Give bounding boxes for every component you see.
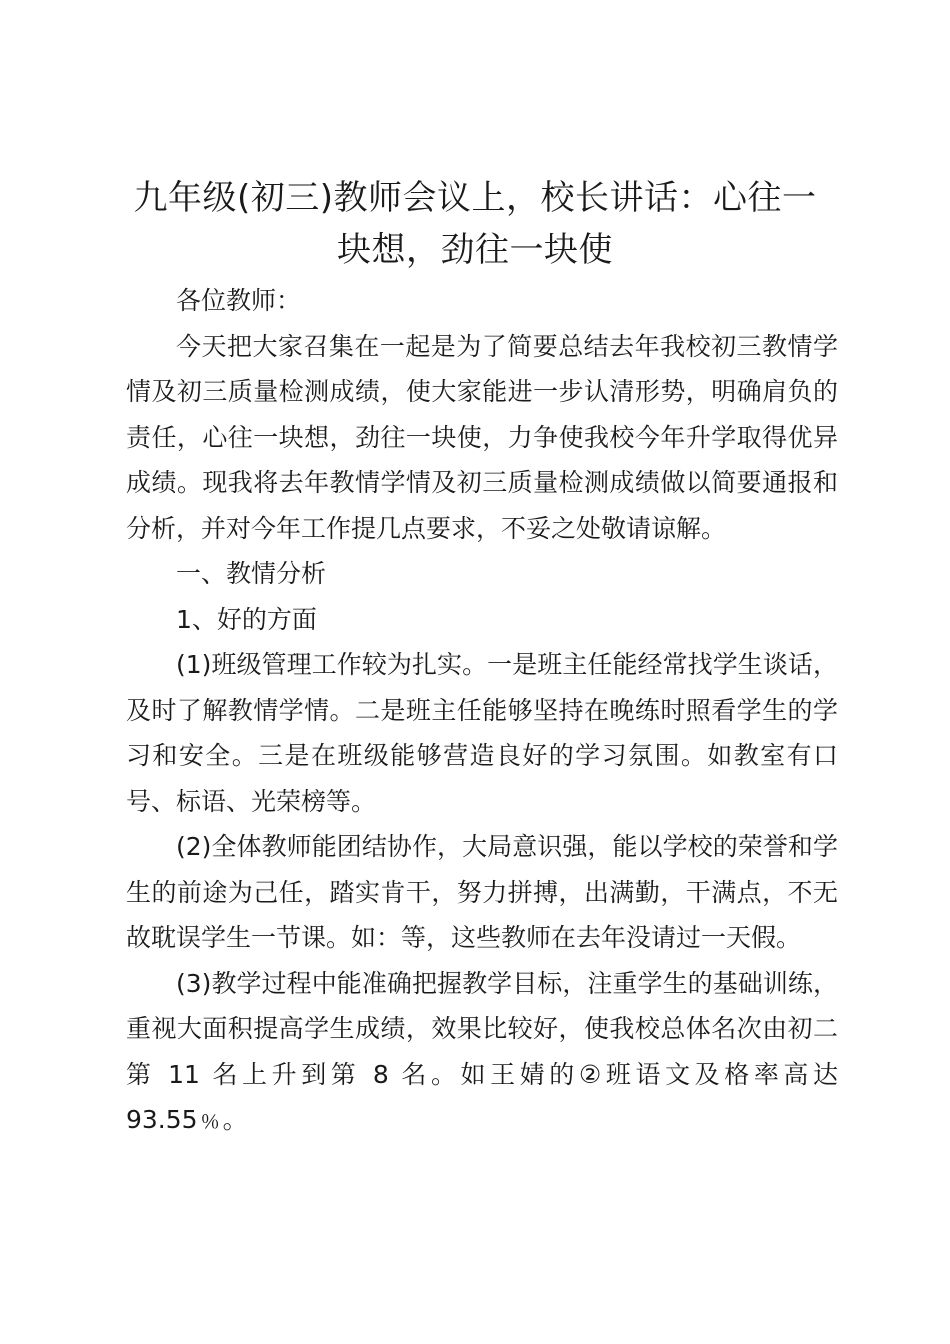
title-line-2: 块想，劲往一块使	[337, 230, 613, 270]
paragraph-point-1: (1)班级管理工作较为扎实。一是班主任能经常找学生谈话，及时了解教情学情。二是班主任能够坚持在晚练时照看学生的学习和安全。三是在班级能够营造良好的学习氛围。如教室有口号、标语、光荣榜等。	[126, 650, 838, 816]
paragraph-point-3: (3)教学过程中能准确把握教学目标，注重学生的基础训练，重视大面积提高学生成绩，效果比较好，使我校总体名次由初二第 11 名上升到第 8 名。如王婧的②班语文及格率高达 93.55﹪。	[126, 968, 838, 1134]
subsection-heading: 1、好的方面	[176, 604, 317, 634]
document-body	[126, 278, 838, 1143]
section-heading: 一、教情分析	[176, 559, 327, 588]
title-line-1: 九年级(初三)教师会议上，校长讲话：心往一	[133, 178, 817, 218]
salutation: 各位教师：	[176, 286, 302, 315]
paragraph-intro: 今天把大家召集在一起是为了简要总结去年我校初三教情学情及初三质量检测成绩，使大家能进一步认清形势，明确肩负的责任，心往一块想，劲往一块使，力争使我校今年升学取得优异成绩。现我将去年教情学情及初三质量检测成绩做以简要通报和分析，并对今年工作提几点要求，不妥之处敬请谅解。	[126, 331, 838, 543]
document-title	[110, 172, 840, 276]
paragraph-point-2: (2)全体教师能团结协作，大局意识强，能以学校的荣誉和学生的前途为己任，踏实肯干，努力拼搏，出满勤，干满点，不无故耽误学生一节课。如：等，这些教师在去年没请过一天假。	[126, 832, 838, 952]
